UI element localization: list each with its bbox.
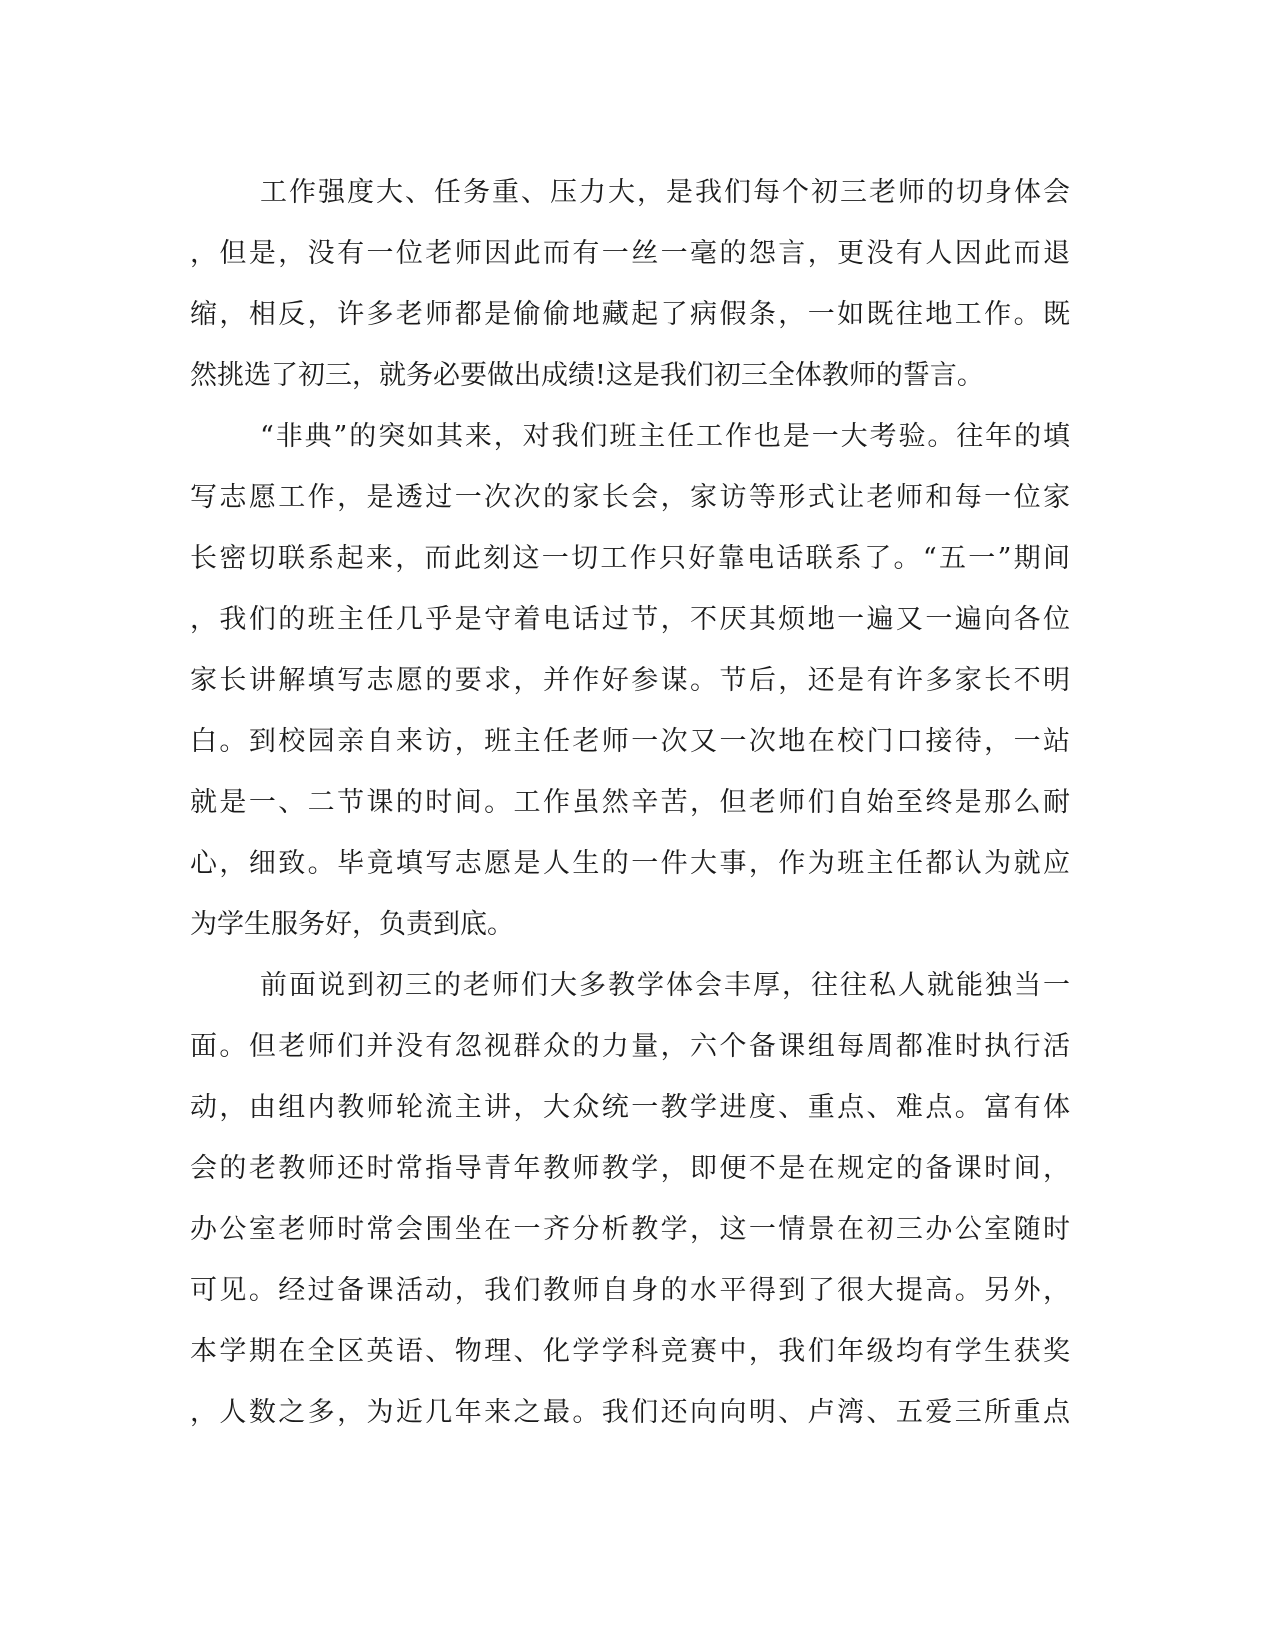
text-line: 会的老教师还时常指导青年教师教学，即便不是在规定的备课时间，	[190, 1153, 1070, 1184]
text-line: 就是一、二节课的时间。工作虽然辛苦，但老师们自始至终是那么耐	[190, 787, 1070, 818]
paragraph-3	[190, 955, 1070, 1443]
text-line: 心，细致。毕竟填写志愿是人生的一件大事，作为班主任都认为就应	[190, 848, 1070, 879]
text-line: 本学期在全区英语、物理、化学学科竞赛中，我们年级均有学生获奖	[190, 1336, 1070, 1367]
text-line: 然挑选了初三，就务必要做出成绩!这是我们初三全体教师的誓言。	[190, 360, 984, 391]
text-line: 工作强度大、任务重、压力大，是我们每个初三老师的切身体会	[260, 177, 1070, 208]
text-line: 缩，相反，许多老师都是偷偷地藏起了病假条，一如既往地工作。既	[190, 299, 1070, 330]
paragraph-1	[190, 162, 1070, 406]
text-line: “非典”的突如其来，对我们班主任工作也是一大考验。往年的填	[260, 421, 1070, 452]
paragraph-2	[190, 406, 1070, 955]
text-line: ，但是，没有一位老师因此而有一丝一毫的怨言，更没有人因此而退	[190, 238, 1070, 269]
text-line: ，我们的班主任几乎是守着电话过节，不厌其烦地一遍又一遍向各位	[190, 604, 1070, 635]
text-line: 动，由组内教师轮流主讲，大众统一教学进度、重点、难点。富有体	[190, 1092, 1070, 1123]
text-line: 前面说到初三的老师们大多教学体会丰厚，往往私人就能独当一	[260, 970, 1070, 1001]
body-text	[190, 162, 1070, 1443]
text-line: 家长讲解填写志愿的要求，并作好参谋。节后，还是有许多家长不明	[190, 665, 1070, 696]
text-line: 为学生服务好，负责到底。	[190, 909, 514, 940]
text-line: 办公室老师时常会围坐在一齐分析教学，这一情景在初三办公室随时	[190, 1214, 1070, 1245]
text-line: 写志愿工作，是透过一次次的家长会，家访等形式让老师和每一位家	[190, 482, 1070, 513]
text-line: 可见。经过备课活动，我们教师自身的水平得到了很大提高。另外，	[190, 1275, 1070, 1306]
text-line: 长密切联系起来，而此刻这一切工作只好靠电话联系了。“五一”期间	[190, 543, 1070, 574]
text-line: 白。到校园亲自来访，班主任老师一次又一次地在校门口接待，一站	[190, 726, 1070, 757]
text-line: 面。但老师们并没有忽视群众的力量，六个备课组每周都准时执行活	[190, 1031, 1070, 1062]
text-line: ，人数之多，为近几年来之最。我们还向向明、卢湾、五爱三所重点	[190, 1397, 1070, 1428]
